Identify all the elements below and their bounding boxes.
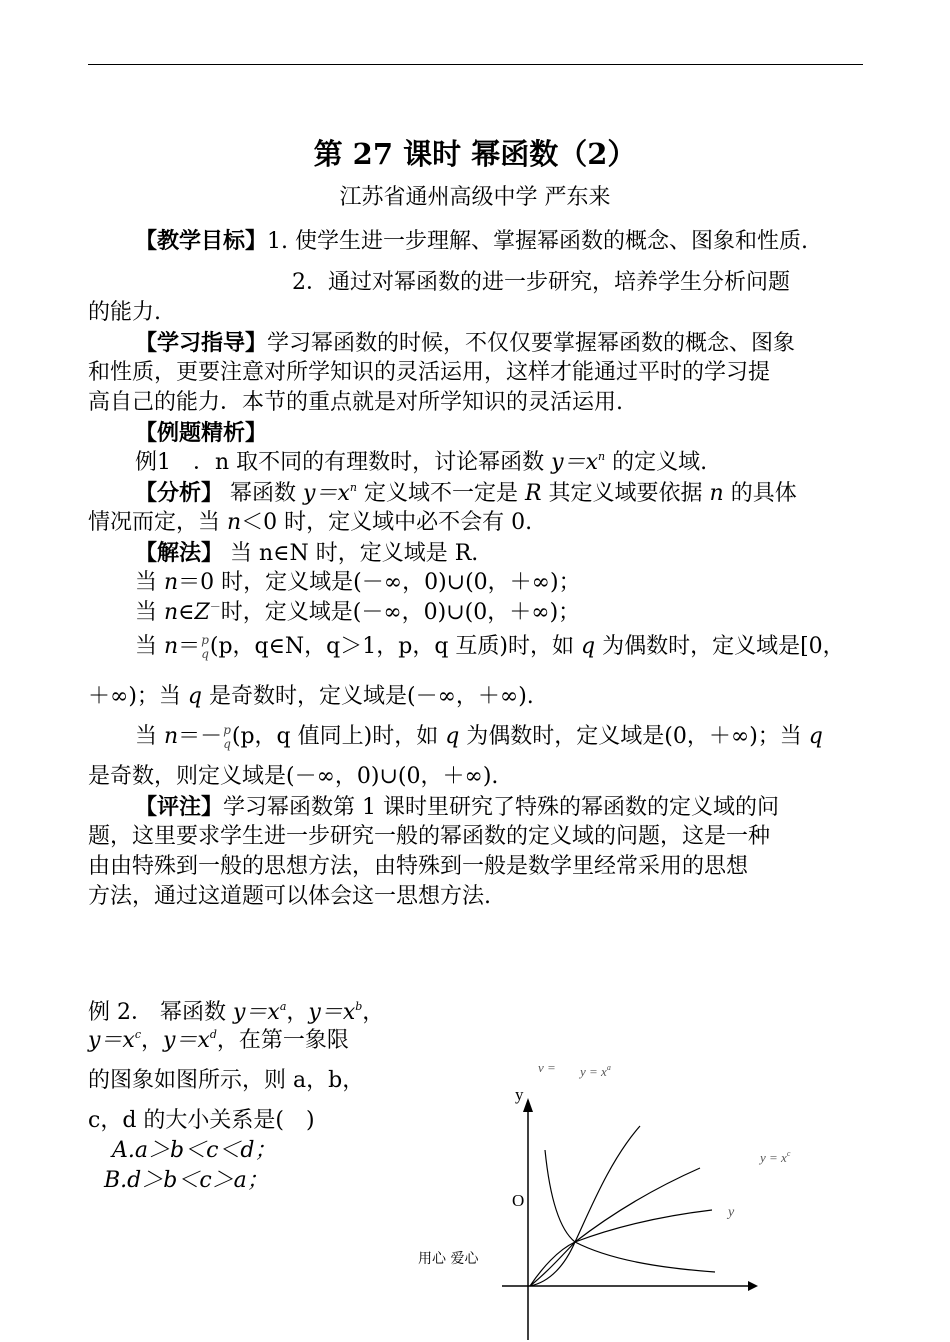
sol4-q: q	[580, 634, 596, 659]
comment-label: 【评注】	[135, 794, 224, 820]
header-rule	[88, 64, 863, 65]
analysis-text-b: 定义域不一定是	[356, 481, 525, 506]
author-line: 江苏省通州高级中学 严东来	[339, 185, 611, 210]
sol2-b: ＝0 时，定义域是(－∞，0)∪(0，＋∞)；	[178, 570, 581, 595]
sol4-c: 为偶数时，定义域是[0，	[595, 634, 845, 659]
comment-line1	[135, 792, 779, 823]
solution-line2	[135, 568, 581, 598]
power-function-graph	[410, 1050, 830, 1340]
sol4-line2-a: ＋∞)；当	[88, 684, 188, 709]
page-title: 第 27 课时 幂函数（2）	[313, 137, 637, 171]
sol4-line2-b: 是奇数时，定义域是(－∞，＋∞).	[202, 684, 534, 709]
ex2-yx-c: y＝x	[88, 1028, 135, 1053]
solution-line4-cont	[88, 682, 534, 712]
ex2-exp-a: a	[279, 1000, 287, 1013]
analysis-exponent: n	[349, 481, 357, 494]
solution-line1	[135, 538, 478, 569]
goals-line1	[135, 226, 808, 257]
frac-num: p	[201, 633, 209, 647]
ex2-exp-c: c	[134, 1028, 142, 1041]
sol5-n: n	[164, 724, 179, 749]
ex2-exp-b: b	[355, 1000, 363, 1013]
ex2-exp-d: d	[209, 1028, 217, 1041]
solution-label: 【解法】	[135, 540, 224, 566]
sol3-b: 时，定义域是(－∞，0)∪(0，＋∞)；	[220, 600, 581, 625]
graph-label-top-left: v =	[538, 1060, 556, 1075]
comment-line4: 方法，通过这道题可以体会这一思想方法.	[88, 884, 491, 909]
graph-origin-label: O	[512, 1191, 525, 1210]
ex2-label: 例 2． 幂函数	[88, 1000, 233, 1025]
sol2-n: n	[164, 570, 179, 595]
example1-formula: y＝x	[551, 450, 598, 475]
example1-exponent: n	[598, 450, 606, 463]
analysis-text-c: 其定义域要依据	[541, 481, 710, 506]
solution-case1: 当 n∈N 时，定义域是 R.	[223, 541, 479, 566]
comment-line3: 由由特殊到一般的思想方法，由特殊到一般是数学里经常采用的思想	[88, 854, 749, 879]
comment-line2: 题，这里要求学生进一步研究一般的幂函数的定义域的问题，这是一种	[88, 824, 771, 849]
analysis-line2-b: ＜0 时，定义域中必不会有 0.	[241, 510, 533, 535]
sol4-eq: ＝	[178, 634, 201, 659]
examples-heading: 【例题精析】	[135, 420, 268, 446]
ex2-comma3: ，	[141, 1028, 164, 1053]
sol5-eq: ＝－	[178, 724, 223, 749]
sol3-sup: －	[209, 600, 221, 613]
analysis-label: 【分析】	[135, 480, 224, 506]
analysis-n: n	[709, 481, 724, 506]
solution-line5-cont: 是奇数，则定义域是(－∞，0)∪(0，＋∞).	[88, 764, 499, 789]
guide-text: 学习幂函数的时候，不仅仅要掌握幂函数的概念、图象	[267, 331, 796, 356]
y-axis-arrow	[523, 1098, 533, 1112]
guide-line3: 高自己的能力．本节的重点就是对所学知识的灵活运用.	[88, 390, 623, 415]
sol5-b: (p，q 值同上)时，如	[231, 724, 446, 749]
guide-line1	[135, 328, 795, 359]
analysis-R: R	[524, 481, 542, 506]
analysis-line2	[88, 508, 532, 538]
footer-text: 用心 爱心	[418, 1251, 479, 1267]
ex2-yx-a: y＝x	[232, 1000, 280, 1025]
sol5-q: q	[445, 724, 460, 749]
sol3-z: ∈Z	[178, 600, 210, 625]
sol5-a: 当	[135, 724, 164, 749]
ex2-line2-text: ，在第一象限	[216, 1028, 349, 1053]
sol3-a: 当	[135, 600, 164, 625]
goals-item2-cont: 的能力.	[88, 300, 161, 325]
example2-line2	[88, 1026, 349, 1059]
example1-stem	[135, 448, 707, 481]
sol4-b: (p，q∈N，q＞1，p，q 互质)时，如	[209, 634, 581, 659]
solution-line5	[135, 722, 823, 752]
analysis-text-a: 幂函数	[223, 481, 304, 506]
sol4-line2-q: q	[187, 684, 202, 709]
goals-label: 【教学目标】	[135, 228, 268, 254]
fraction-p-over-q-2	[223, 723, 231, 751]
frac2-den: q	[223, 737, 231, 751]
guide-line2: 和性质，更要注意对所学知识的灵活运用，这样才能通过平时的学习提	[88, 360, 771, 385]
option-a: A.a＞b＜c＜d；	[112, 1138, 277, 1163]
goals-item1: 1. 使学生进一步理解、掌握幂函数的概念、图象和性质.	[267, 229, 808, 254]
curve-root	[530, 1210, 712, 1286]
curve-negative	[545, 1150, 715, 1272]
option-b: B.d＞b＜c＞a；	[104, 1168, 269, 1193]
graph-label-right: $y = x^c$	[760, 1149, 791, 1165]
frac2-num: p	[223, 723, 231, 737]
graph-y-label: y	[515, 1085, 524, 1104]
curve-steep	[530, 1126, 640, 1286]
guide-label: 【学习指导】	[135, 330, 268, 356]
example1-stem-end: 的定义域.	[605, 450, 708, 475]
example1-stem-text: 例1 ．n 取不同的有理数时，讨论幂函数	[135, 450, 552, 475]
analysis-formula: y＝x	[303, 481, 350, 506]
ex2-comma2: ，	[362, 1000, 385, 1025]
ex2-yx-d: y＝x	[163, 1028, 210, 1053]
sol3-n: n	[164, 600, 179, 625]
analysis-line1	[135, 478, 797, 512]
graph-label-mid: y	[728, 1205, 735, 1220]
ex2-comma1: ，	[286, 1000, 309, 1025]
sol5-q2: q	[808, 724, 823, 749]
sol4-n: n	[164, 634, 179, 659]
analysis-line2-a: 情况而定，当	[88, 510, 227, 535]
ex2-yx-b: y＝x	[308, 1000, 356, 1025]
frac-den: q	[201, 647, 209, 661]
example2-line3: 的图象如图所示，则 a，b，	[88, 1068, 365, 1093]
graph-label-top: $y = x^a$	[580, 1063, 611, 1079]
example2-line4: c，d 的大小关系是( )	[88, 1108, 315, 1133]
sol2-a: 当	[135, 570, 164, 595]
fraction-p-over-q	[201, 633, 209, 661]
goals-item2: 2．通过对幂函数的进一步研究，培养学生分析问题	[292, 270, 790, 295]
x-axis-arrow	[748, 1281, 758, 1291]
analysis-line2-n: n	[227, 510, 242, 535]
solution-line3	[135, 598, 580, 631]
comment-text1: 学习幂函数第 1 课时里研究了特殊的幂函数的定义域的问	[223, 795, 780, 820]
sol5-c: 为偶数时，定义域是(0，＋∞)；当	[459, 724, 809, 749]
sol4-a: 当	[135, 634, 164, 659]
solution-line4	[135, 632, 845, 662]
analysis-text-d: 的具体	[723, 481, 797, 506]
